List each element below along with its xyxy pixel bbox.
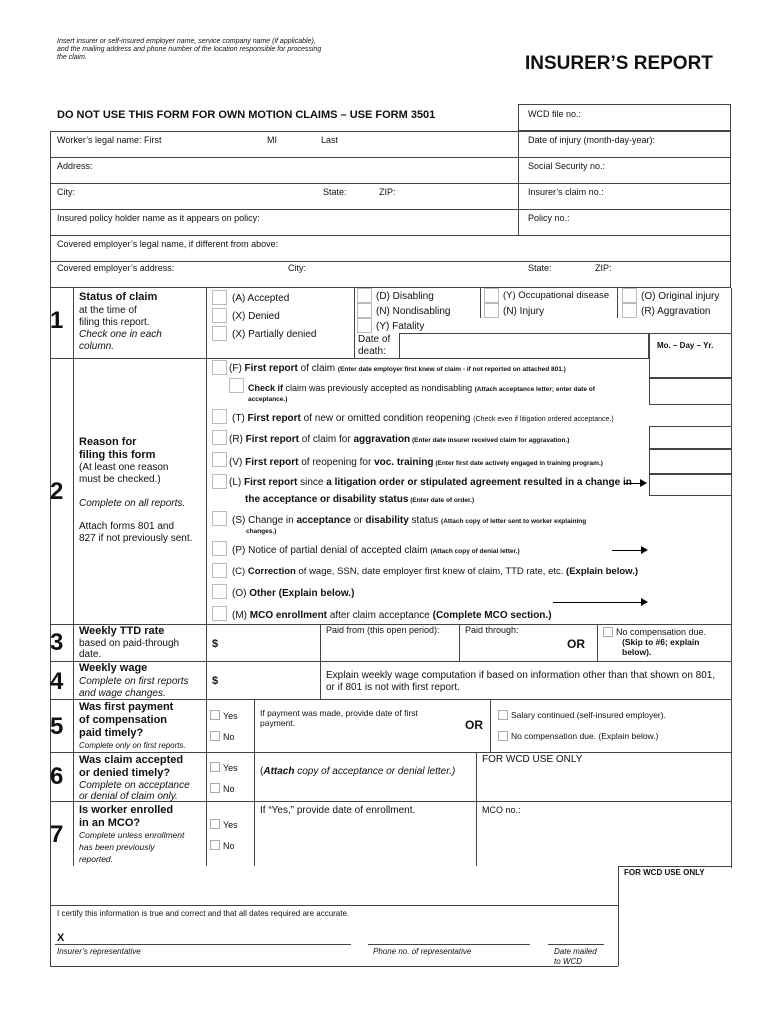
nondisabling-checkbox[interactable] <box>357 303 372 318</box>
section-1-sub: filing this report. <box>79 317 150 328</box>
wage-explain-text: or if 801 is not with first report. <box>326 682 460 693</box>
status-change-checkbox[interactable] <box>212 511 227 526</box>
section-3-title: Weekly TTD rate <box>79 625 165 637</box>
section-2-attach-note: 827 if not previously sent. <box>79 533 193 544</box>
wage-explain-text: Explain weekly wage computation if based on information other than that shown on 801, <box>326 670 716 681</box>
section-2-title: filing this form <box>79 449 156 461</box>
signature-line[interactable] <box>55 944 351 945</box>
form-warning: DO NOT USE THIS FORM FOR OWN MOTION CLAIMS – USE FORM 3501 <box>57 109 436 121</box>
first-report-label: (F) First report of claim (Enter date employer first knew of claim - if not reported on attached 801.) <box>229 363 566 374</box>
wcd-use-only-label: FOR WCD USE ONLY <box>482 754 583 765</box>
first-payment-date-label: payment. <box>260 718 295 728</box>
aggravation-label: (R) Aggravation <box>641 306 711 317</box>
aggravation-report-checkbox[interactable] <box>212 430 227 445</box>
section-6-title: Was claim accepted <box>79 754 184 766</box>
no-comp-due-label: No compensation due. (Explain below.) <box>511 731 659 741</box>
date-of-death-field[interactable] <box>399 333 649 358</box>
aggravation-date-field[interactable] <box>649 426 731 449</box>
worker-mi-field[interactable]: MI <box>267 135 277 145</box>
section-5-title: paid timely? <box>79 727 144 739</box>
litigation-order-date-field[interactable] <box>649 474 731 496</box>
explanations-field[interactable] <box>50 866 618 906</box>
section-4-title: Weekly wage <box>79 662 148 674</box>
city-field[interactable]: City: <box>57 187 75 197</box>
denied-checkbox[interactable] <box>212 308 227 323</box>
partial-denial-checkbox[interactable] <box>212 541 227 556</box>
denied-label: (X) Denied <box>232 311 280 322</box>
skip-note: (Skip to #6; explain <box>622 637 700 647</box>
section-7-title: Is worker enrolled <box>79 804 174 816</box>
phone-line[interactable] <box>368 944 530 945</box>
previously-accepted-checkbox[interactable] <box>229 378 244 393</box>
partial-denial-label: (P) Notice of partial denial of accepted claim (Attach copy of denial letter.) <box>232 545 520 556</box>
status-change-label: (S) Change in acceptance or disability status (Attach copy of letter sent to worker explaining <box>232 515 587 526</box>
section-6-note: Complete on acceptance <box>79 780 190 791</box>
previously-accepted-note: acceptance.) <box>248 396 288 403</box>
worker-first-name-field[interactable]: Worker’s legal name: First <box>57 135 162 145</box>
occupational-disease-checkbox[interactable] <box>484 288 499 303</box>
section-5-note: Complete only on first reports. <box>79 741 186 750</box>
salary-continued-checkbox[interactable] <box>498 710 508 720</box>
paid-timely-no-checkbox[interactable] <box>210 731 220 741</box>
section-2-title: Reason for <box>79 436 137 448</box>
date-mailed-label: to WCD <box>554 957 582 966</box>
section-6-number: 6 <box>50 763 64 790</box>
zip-field[interactable]: ZIP: <box>379 187 396 197</box>
previously-accepted-label: Check if claim was previously accepted as nondisabling (Attach acceptance letter; enter date of <box>248 383 595 393</box>
voc-training-label: (V) First report of reopening for voc. training (Enter first date actively engaged in training program.) <box>229 457 603 468</box>
mco-no-checkbox[interactable] <box>210 840 220 850</box>
attach-letter-note: (Attach copy of acceptance or denial letter.) <box>260 766 456 777</box>
new-omitted-condition-checkbox[interactable] <box>212 409 227 424</box>
mco-number-field[interactable]: MCO no.: <box>482 805 521 815</box>
occupational-disease-label: (Y) Occupational disease <box>503 290 610 301</box>
section-2-attach-note: Attach forms 801 and <box>79 521 175 532</box>
original-injury-label: (O) Original injury <box>641 291 720 302</box>
aggravation-checkbox[interactable] <box>622 303 637 318</box>
partial-denial-arrow-icon <box>612 550 642 551</box>
new-omitted-condition-label: (T) First report of new or omitted condition reopening (Check even if litigation ordered acceptance.) <box>232 413 614 424</box>
insert-note-line-2: and the mailing address and phone number of the location responsible for processing <box>57 46 322 53</box>
section-2-number: 2 <box>50 478 64 505</box>
section-7-note: Complete unless enrollment <box>79 830 185 840</box>
wcd-use-only-footer-label: FOR WCD USE ONLY <box>624 868 705 877</box>
timely-no-label: No <box>223 784 235 794</box>
no-compensation-checkbox[interactable] <box>603 627 613 637</box>
litigation-order-label: (L) First report since a litigation order or stipulated agreement resulted in a change in <box>229 477 632 488</box>
salary-continued-label: Salary continued (self-insured employer). <box>511 710 666 720</box>
other-label: (O) Other (Explain below.) <box>232 588 355 599</box>
certification-text: I certify this information is true and correct and that all dates required are accurate. <box>57 909 350 918</box>
section-7-note: reported. <box>79 854 114 864</box>
date-mailed-line[interactable] <box>548 944 604 945</box>
covered-employer-address-field[interactable]: Covered employer’s address: <box>57 263 175 273</box>
page-title: INSURER’S REPORT <box>525 53 713 74</box>
mco-yes-checkbox[interactable] <box>210 819 220 829</box>
correction-label: (C) Correction of wage, SSN, date employer first knew of claim, TTD rate, etc. (Explain below.) <box>232 566 638 577</box>
section-3-sub: based on paid-through <box>79 638 180 649</box>
state-field[interactable]: State: <box>323 187 347 197</box>
litigation-order-checkbox[interactable] <box>212 474 227 489</box>
date-of-injury-field[interactable]: Date of injury (month-day-year): <box>528 135 656 145</box>
other-checkbox[interactable] <box>212 584 227 599</box>
paid-timely-yes-checkbox[interactable] <box>210 710 220 720</box>
section-1-note: column. <box>79 341 115 352</box>
insurer-claim-no-field[interactable]: Insurer’s claim no.: <box>528 187 604 197</box>
disabling-checkbox[interactable] <box>357 288 372 303</box>
fatality-label: (Y) Fatality <box>376 321 425 332</box>
date-mailed-label: Date mailed <box>554 947 597 956</box>
section-1-title: Status of claim <box>79 291 158 303</box>
employer-city-field[interactable]: City: <box>288 263 306 273</box>
address-field[interactable]: Address: <box>57 161 93 171</box>
section-4-note: Complete on first reports <box>79 676 189 687</box>
mco-no-label: No <box>223 841 235 851</box>
insert-note-line-1: Insert insurer or self-insured employer name, service company name (if applicable), <box>57 38 316 45</box>
ssn-field[interactable]: Social Security no.: <box>528 161 606 171</box>
skip-note: below). <box>622 647 652 657</box>
policy-holder-field[interactable]: Insured policy holder name as it appears on policy: <box>57 213 260 223</box>
policy-no-field[interactable]: Policy no.: <box>528 213 570 223</box>
timely-no-checkbox[interactable] <box>210 783 220 793</box>
employer-zip-field[interactable]: ZIP: <box>595 263 612 273</box>
mco-enrollment-checkbox[interactable] <box>212 606 227 621</box>
mco-yes-label: Yes <box>223 820 238 830</box>
worker-last-name-field[interactable]: Last <box>321 135 339 145</box>
accepted-checkbox[interactable] <box>212 290 227 305</box>
employer-state-field[interactable]: State: <box>528 263 552 273</box>
section-7-title: in an MCO? <box>79 817 141 829</box>
status-change-note: changes.) <box>246 528 277 535</box>
or-label: OR <box>465 718 483 732</box>
mco-enrollment-label: (M) MCO enrollment after claim acceptance (Complete MCO section.) <box>232 610 552 621</box>
weekly-wage-field[interactable]: $ <box>212 675 219 687</box>
section-2-sub: (At least one reason <box>79 462 169 473</box>
timely-yes-checkbox[interactable] <box>210 762 220 772</box>
insert-note-line-3: the claim. <box>57 54 87 61</box>
paid-timely-no-label: No <box>223 732 235 742</box>
section-7-number: 7 <box>50 821 64 848</box>
section-1-sub: at the time of <box>79 305 137 316</box>
date-format-label: Mo. – Day – Yr. <box>657 341 714 350</box>
section-4-number: 4 <box>50 668 64 695</box>
phone-label: Phone no. of representative <box>373 947 472 956</box>
partially-denied-label: (X) Partially denied <box>232 329 317 340</box>
or-label: OR <box>567 637 585 651</box>
litigation-order-label-line-2: the acceptance or disability status (Enter date of order.) <box>245 494 475 505</box>
first-report-date-field[interactable] <box>649 358 731 378</box>
section-1-note: Check one in each <box>79 329 162 340</box>
nondisabling-label: (N) Nondisabling <box>376 306 451 317</box>
voc-training-checkbox[interactable] <box>212 452 227 467</box>
section-3-sub: date. <box>79 649 102 660</box>
other-arrow-icon <box>553 602 642 603</box>
first-payment-date-field[interactable]: If payment was made, provide date of first <box>260 708 418 718</box>
ttd-rate-field[interactable]: $ <box>212 638 219 650</box>
voc-training-date-field[interactable] <box>649 449 731 474</box>
paid-from-field[interactable]: Paid from (this open period): <box>326 625 440 635</box>
covered-employer-name-field[interactable]: Covered employer’s legal name, if different from above: <box>57 239 279 249</box>
injury-label: (N) Injury <box>503 306 545 317</box>
correction-checkbox[interactable] <box>212 563 227 578</box>
section-2-sub: must be checked.) <box>79 474 161 485</box>
date-of-death-label: Date of <box>358 334 391 345</box>
paid-timely-yes-label: Yes <box>223 711 238 721</box>
section-4-note: and wage changes. <box>79 688 166 699</box>
section-6-title: or denied timely? <box>79 767 171 779</box>
wcd-file-no-label: WCD file no.: <box>528 109 582 119</box>
mco-enrollment-date-field[interactable]: If “Yes,” provide date of enrollment. <box>260 805 416 816</box>
date-of-death-label: death: <box>358 346 386 357</box>
disabling-label: (D) Disabling <box>376 291 434 302</box>
litigation-arrow-icon <box>624 483 641 484</box>
timely-yes-label: Yes <box>223 763 238 773</box>
representative-label: Insurer’s representative <box>57 947 141 956</box>
section-5-title: of compensation <box>79 714 168 726</box>
fatality-checkbox[interactable] <box>357 318 372 333</box>
section-5-number: 5 <box>50 713 64 740</box>
first-report-checkbox[interactable] <box>212 360 227 375</box>
section-3-number: 3 <box>50 629 64 656</box>
nondisabling-acceptance-date-field[interactable] <box>649 378 731 405</box>
section-2-complete-note: Complete on all reports. <box>79 498 186 509</box>
accepted-label: (A) Accepted <box>232 293 290 304</box>
partially-denied-checkbox[interactable] <box>212 326 227 341</box>
injury-checkbox[interactable] <box>484 303 499 318</box>
aggravation-report-label: (R) First report of claim for aggravation (Enter date insurer received claim for aggravation.) <box>229 434 570 445</box>
no-compensation-label: No compensation due. <box>616 627 707 637</box>
section-1-number: 1 <box>50 307 64 334</box>
section-7-note: has been previously <box>79 842 155 852</box>
no-comp-due-checkbox[interactable] <box>498 731 508 741</box>
section-6-note: or denial of claim only. <box>79 791 178 802</box>
original-injury-checkbox[interactable] <box>622 288 637 303</box>
signature-x: X <box>57 932 65 944</box>
paid-through-field[interactable]: Paid through: <box>465 625 519 635</box>
section-5-title: Was first payment <box>79 701 174 713</box>
